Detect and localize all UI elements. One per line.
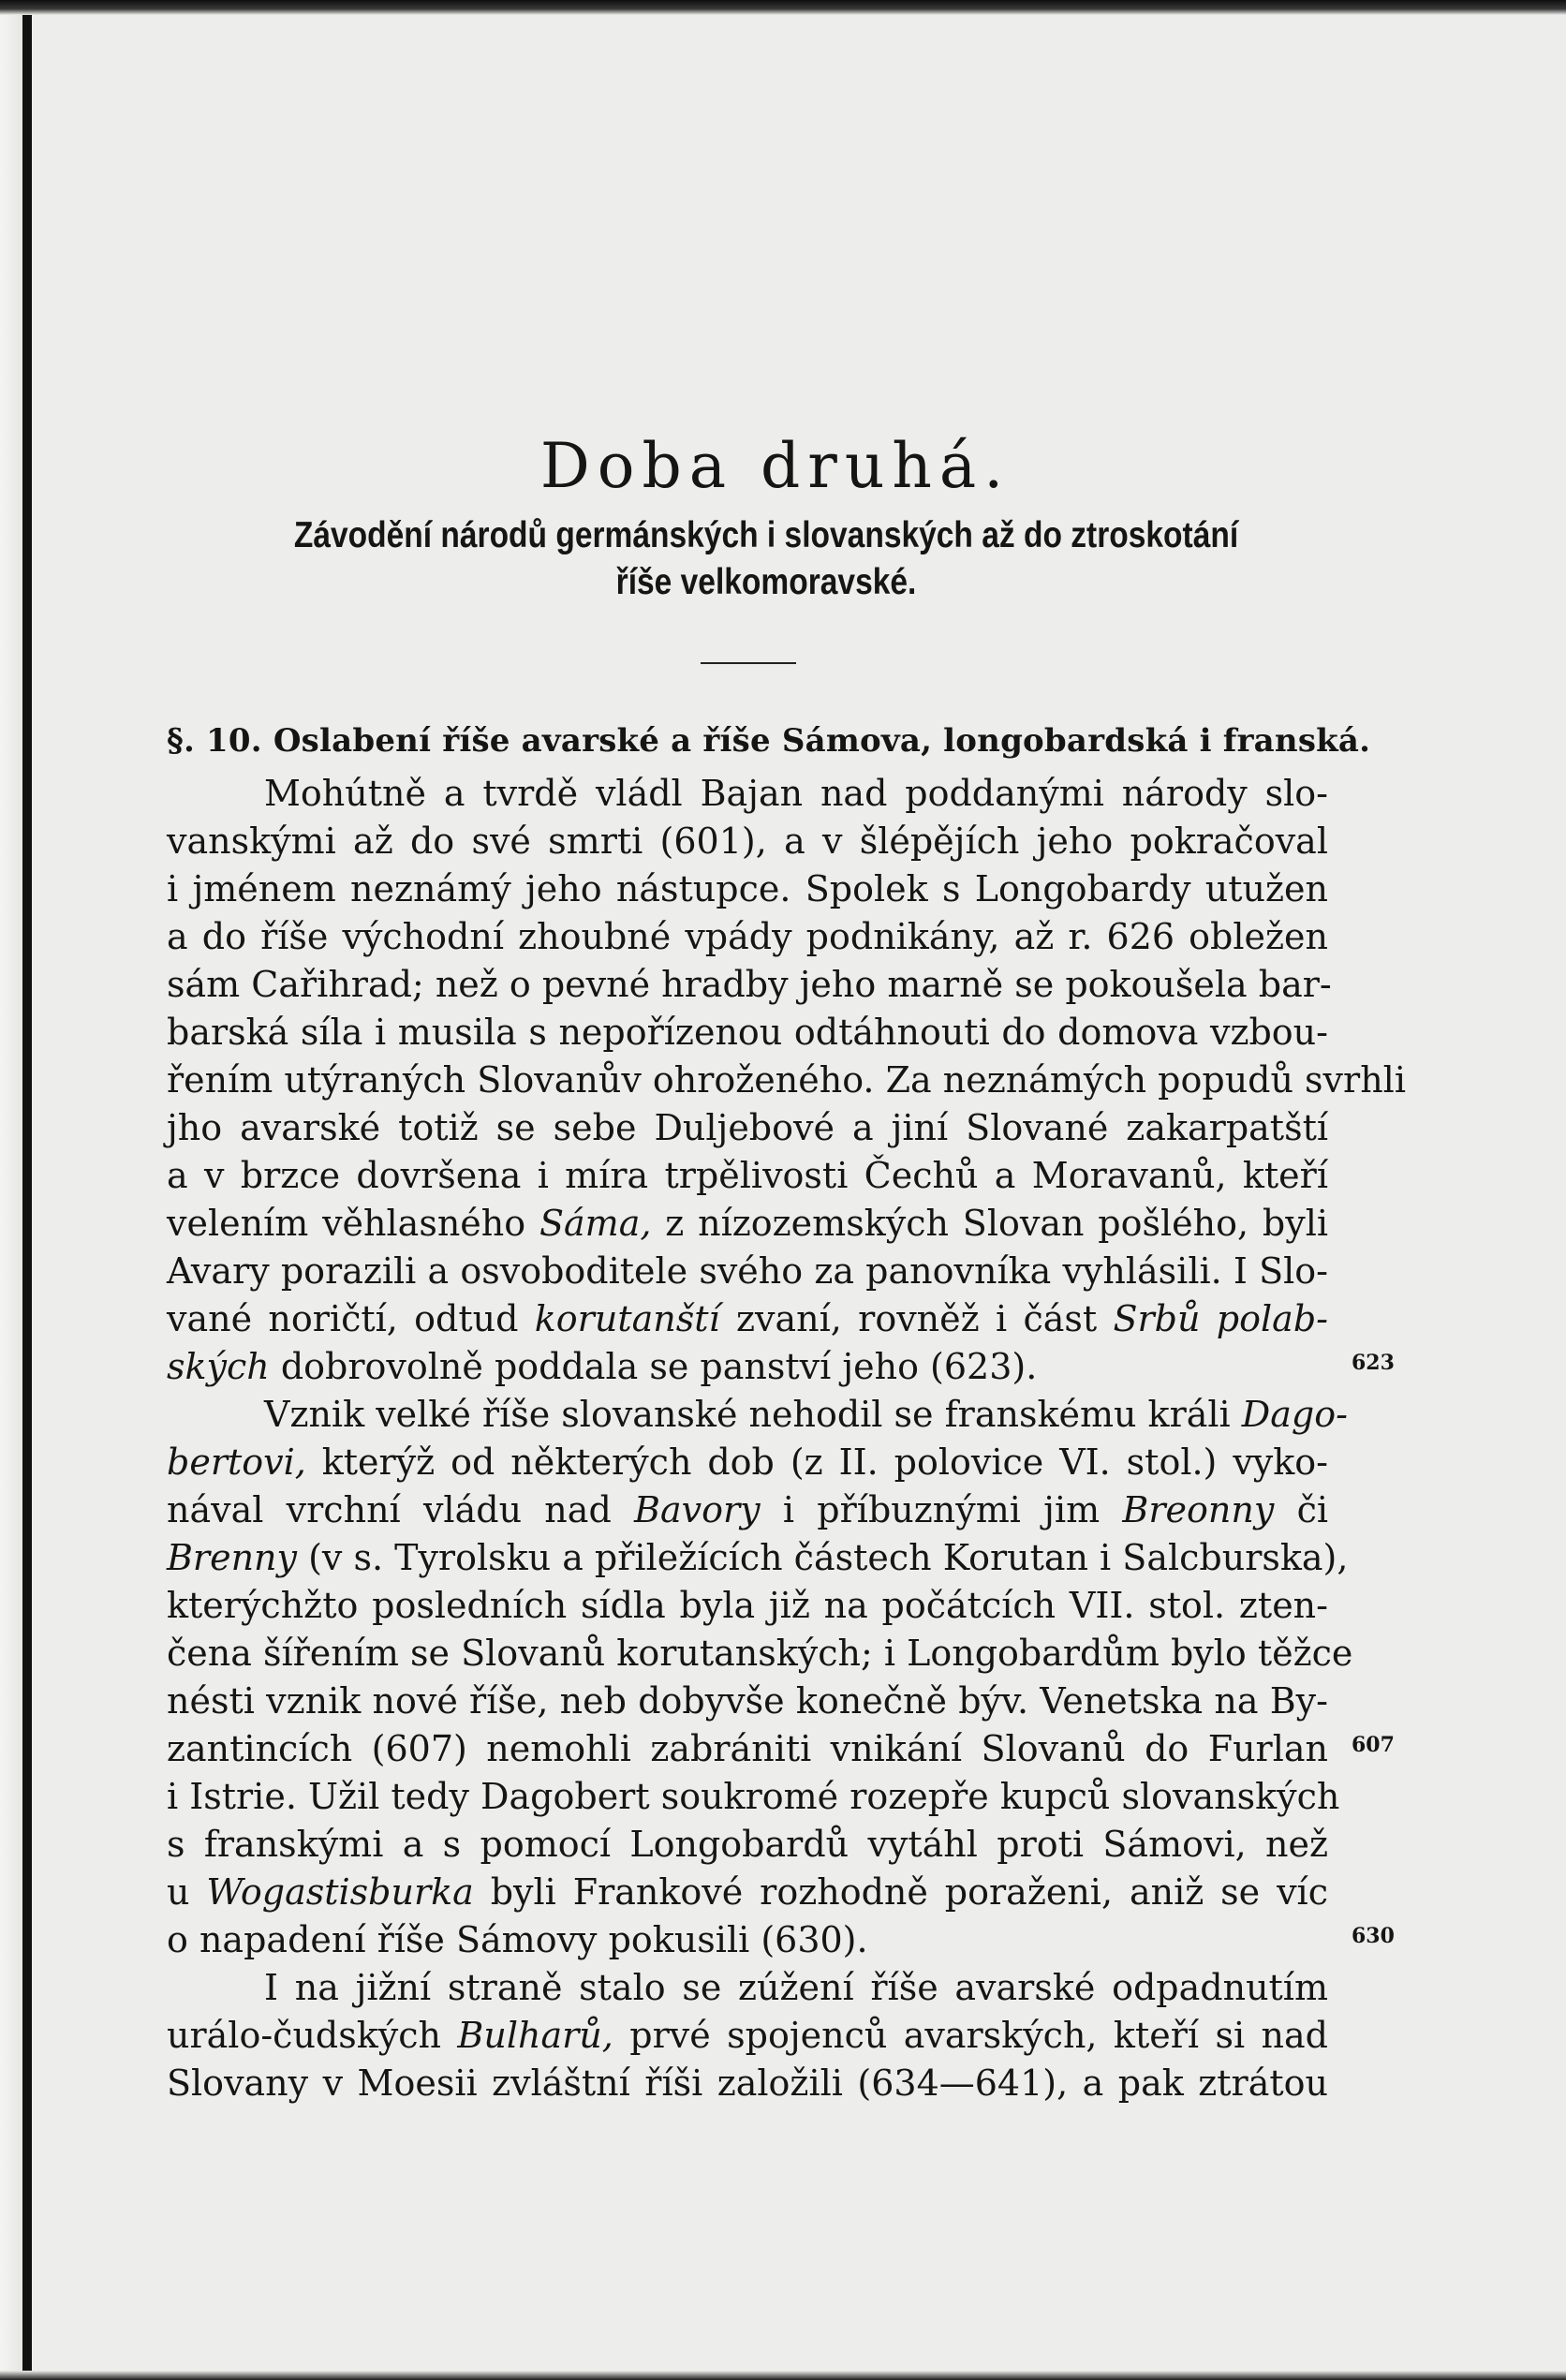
text-line (167, 1104, 1328, 1152)
chapter-title: Doba druhá. (539, 430, 1012, 502)
italic-term: bertovi, (167, 1441, 306, 1483)
text-line (167, 818, 1328, 865)
binding-edge (22, 0, 32, 2380)
text-segment: (v s. Tyrolsku a přiležících částech Korutan i Salcburska), (297, 1537, 1349, 1578)
text-line-content (167, 1391, 1348, 1439)
text-segment: kterýž od některých dob (z II. polovice VI. stol.) vyko- (305, 1441, 1328, 1483)
text-line (167, 865, 1328, 913)
text-line (167, 1391, 1348, 1439)
text-line-content (167, 1582, 1328, 1630)
text-segment: i příbuznými jim (760, 1489, 1123, 1530)
text-line-content (167, 818, 1328, 865)
text-line-content (167, 1821, 1328, 1869)
text-segment: nésti vznik nové říše, neb dobyvše konečně býv. Venetska na By- (167, 1680, 1328, 1722)
text-line (167, 1009, 1328, 1057)
text-line-content (167, 1200, 1328, 1248)
italic-term: Srbů polab- (1113, 1298, 1328, 1339)
chapter-subtitle-line-1: Závodění národů germánských i slovanských až do ztroskotání (293, 515, 1239, 555)
text-segment: dobrovolně poddala se panství jeho (623). (269, 1346, 1038, 1387)
text-line (167, 1773, 1340, 1821)
text-line (167, 1821, 1328, 1869)
page-bottom-edge (0, 2371, 1566, 2380)
text-line (167, 1678, 1328, 1725)
text-segment: či (1274, 1489, 1329, 1530)
text-line (167, 1916, 1395, 1964)
text-segment: Mohútně a tvrdě vládl Bajan nad poddanými národy slo- (264, 773, 1328, 814)
text-segment: z nízozemských Slovan pošlého, byli (651, 1203, 1328, 1244)
text-segment: zvaní, rovněž i část (719, 1298, 1114, 1339)
text-line-content (167, 1152, 1328, 1200)
chapter-subtitle (283, 512, 1249, 606)
text-line-content (167, 1486, 1328, 1534)
text-line (167, 1725, 1395, 1773)
text-segment: urálo-čudských (167, 2015, 458, 2056)
text-segment: vanskými až do své smrti (601), a v šlépějích jeho pokračoval (167, 820, 1328, 862)
italic-term: Sáma, (539, 1203, 652, 1244)
text-segment: s franskými a s pomocí Longobardů vytáhl proti Sámovi, než (167, 1824, 1328, 1865)
italic-term: Brenny (167, 1537, 297, 1578)
page-top-edge (0, 0, 1566, 15)
text-segment: a do říše východní zhoubné vpády podnikány, až r. 626 obležen (167, 916, 1328, 957)
text-line (167, 1582, 1328, 1630)
text-segment: řením utýraných Slovanův ohroženého. Za neznámých popudů svrhli (167, 1059, 1406, 1101)
text-line-content (167, 1773, 1340, 1821)
text-line-content (167, 1725, 1328, 1773)
text-line-content (167, 1869, 1328, 1916)
text-line (167, 2012, 1328, 2060)
text-line (167, 1343, 1395, 1391)
text-line (167, 1200, 1328, 1248)
text-segment: vané noričtí, odtud (167, 1298, 535, 1339)
text-line-content (167, 1916, 1328, 1964)
text-segment: u (167, 1871, 207, 1913)
text-line (167, 1630, 1353, 1678)
text-line-content (167, 1439, 1328, 1486)
margin-year-note: 630 (1352, 1924, 1395, 1948)
text-segment: zantincích (607) nemohli zabrániti vnikání Slovanů do Furlan (167, 1728, 1328, 1769)
text-segment: o napadení říše Sámovy pokusili (630). (167, 1919, 868, 1960)
text-line-content (167, 961, 1332, 1009)
text-line-content (167, 1678, 1328, 1725)
italic-term: Bulharů, (457, 2015, 613, 2056)
text-segment: i jménem neznámý jeho nástupce. Spolek s Longobardy utužen (167, 868, 1328, 909)
text-line-content (167, 1534, 1349, 1582)
italic-term: Dago- (1241, 1394, 1348, 1435)
text-line (167, 1248, 1328, 1295)
text-line (167, 1534, 1349, 1582)
italic-term: ských (167, 1346, 270, 1387)
text-segment: barská síla i musila s nepořízenou odtáhnouti do domova vzbou- (167, 1012, 1328, 1053)
text-line (167, 1057, 1406, 1104)
text-line-content (167, 865, 1328, 913)
text-segment: Vznik velké říše slovanské nehodil se franskému králi (264, 1394, 1242, 1435)
text-line-content (167, 1009, 1328, 1057)
text-segment: kterýchžto posledních sídla byla již na počátcích VII. stol. zten- (167, 1585, 1328, 1626)
text-line-content (167, 1295, 1328, 1343)
text-segment: jho avarské totiž se sebe Duljebové a jiní Slované zakarpatští (167, 1107, 1328, 1148)
text-line-content (167, 2060, 1328, 2107)
text-line (167, 1486, 1328, 1534)
margin-year-note: 623 (1352, 1351, 1395, 1375)
text-line (167, 1295, 1328, 1343)
margin-year-note: 607 (1352, 1733, 1395, 1757)
text-segment: nával vrchní vládu nad (167, 1489, 635, 1530)
text-segment: prvé spojenců avarských, kteří si nad (613, 2015, 1328, 2056)
text-line (167, 770, 1328, 818)
divider-rule (701, 662, 796, 664)
text-line-content (167, 770, 1328, 818)
text-segment: a v brzce dovršena i míra trpělivosti Čechů a Moravanů, kteří (167, 1155, 1328, 1196)
page-left-shade (0, 0, 22, 2380)
italic-term: Wogastisburka (206, 1871, 474, 1913)
italic-term: Breonny (1122, 1489, 1275, 1530)
text-line (167, 1964, 1328, 2012)
text-line-content (167, 913, 1328, 961)
text-line-content (167, 2012, 1328, 2060)
chapter-subtitle-line-2: říše velkomoravské. (615, 562, 917, 602)
text-segment: sám Cařihrad; než o pevné hradby jeho marně se pokoušela bar- (167, 964, 1332, 1005)
text-segment: Avary porazili a osvoboditele svého za panovníka vyhlásili. I Slo- (167, 1250, 1328, 1292)
text-line-content (167, 1630, 1353, 1678)
body-text (167, 770, 1406, 2107)
text-segment: byli Frankové rozhodně poraženi, aniž se víc (473, 1871, 1328, 1913)
text-segment: I na jižní straně stalo se zúžení říše avarské odpadnutím (264, 1967, 1328, 2008)
italic-term: korutanští (534, 1298, 720, 1339)
text-line (167, 2060, 1328, 2107)
text-segment: velením věhlasného (167, 1203, 539, 1244)
text-line-content (167, 1248, 1328, 1295)
text-line-content (167, 1343, 1328, 1391)
text-segment: Slovany v Moesii zvláštní říši založili (634—641), a pak ztrátou (167, 2062, 1328, 2104)
text-line (167, 961, 1332, 1009)
text-line-content (167, 1964, 1328, 2012)
text-line (167, 1869, 1328, 1916)
text-line-content (167, 1057, 1406, 1104)
text-segment: i Istrie. Užil tedy Dagobert soukromé rozepře kupců slovanských (167, 1776, 1340, 1817)
text-line (167, 1439, 1328, 1486)
page-content (167, 426, 1406, 2107)
section-heading: §. 10. Oslabení říše avarské a říše Sámova, longobardská i franská. (167, 722, 1371, 760)
text-segment: čena šířením se Slovanů korutanských; i Longobardům bylo těžce (167, 1633, 1353, 1674)
italic-term: Bavory (634, 1489, 761, 1530)
text-line-content (167, 1104, 1328, 1152)
text-line (167, 1152, 1328, 1200)
text-line (167, 913, 1328, 961)
